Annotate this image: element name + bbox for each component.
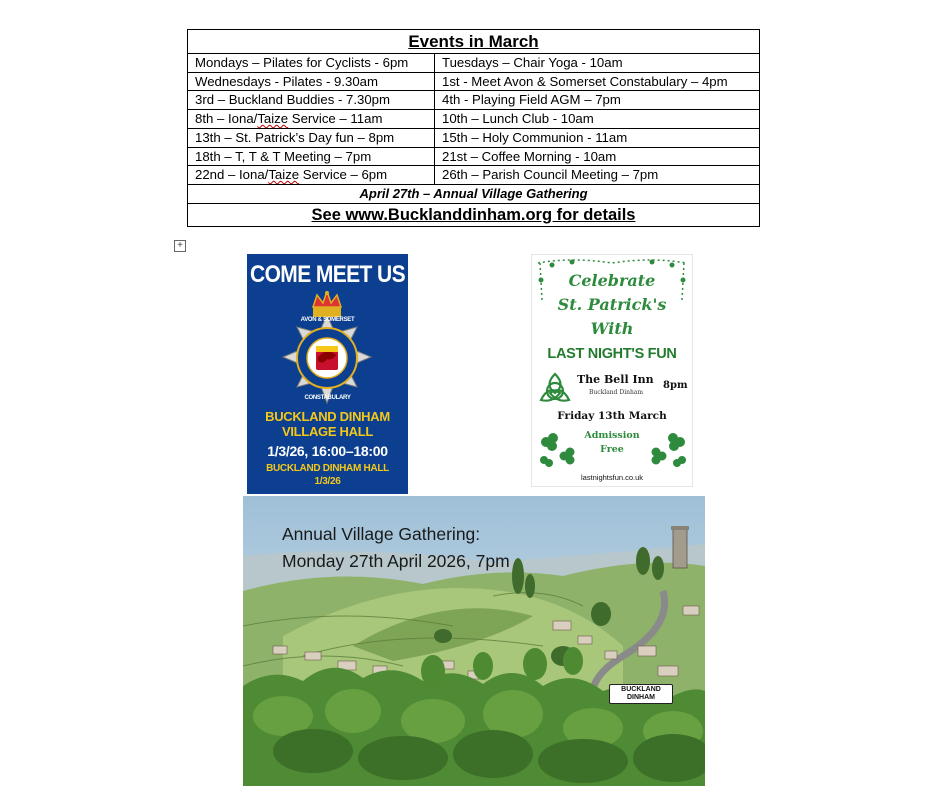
poster-hall: BUCKLAND DINHAM HALL bbox=[266, 463, 389, 474]
event-cell: Wednesdays - Pilates - 9.30am bbox=[188, 72, 435, 91]
venue-line1: BUCKLAND DINHAM bbox=[265, 409, 390, 424]
poster-hall-date: 1/3/26 bbox=[314, 476, 341, 487]
event-cell: 3rd – Buckland Buddies - 7.30pm bbox=[188, 91, 435, 110]
table-row bbox=[188, 91, 760, 110]
event-cell bbox=[188, 110, 435, 129]
brand-text: LAST NIGHT'S FUN bbox=[547, 346, 677, 362]
sign-line2: DINHAM bbox=[627, 694, 655, 701]
details-link[interactable]: See www.Bucklanddinham.org for details bbox=[188, 203, 760, 226]
stpatrick-text: St. Patrick's bbox=[557, 295, 667, 314]
venue-name: The Bell Inn bbox=[577, 373, 654, 386]
gathering-caption-line2: Monday 27th April 2026, 7pm bbox=[282, 551, 510, 571]
celtic-knot-icon bbox=[538, 371, 572, 405]
shamrock-left-icon bbox=[536, 432, 580, 468]
event-cell: 18th – T, T & T Meeting – 7pm bbox=[188, 147, 435, 166]
table-row bbox=[188, 128, 760, 147]
spellcheck-word: Taize bbox=[257, 111, 289, 127]
gathering-caption-line1: Annual Village Gathering: bbox=[282, 524, 481, 544]
event-date: Friday 13th March bbox=[557, 410, 667, 422]
event-cell: 10th – Lunch Club - 10am bbox=[435, 110, 760, 129]
table-row bbox=[188, 110, 760, 129]
event-cell-suffix: Service – 11am bbox=[288, 111, 383, 127]
event-cell-prefix: 8th – Iona/ bbox=[195, 111, 258, 127]
event-cell-prefix: 22nd – Iona/ bbox=[195, 167, 269, 183]
spellcheck-word: Taize bbox=[268, 167, 300, 183]
poster-heading: COME MEET US bbox=[250, 261, 405, 288]
badge-bottom-text: CONSTABULARY bbox=[304, 395, 351, 401]
venue-sub: Buckland Dinham bbox=[589, 389, 644, 396]
village-painting bbox=[243, 496, 705, 786]
admission-text: Admission bbox=[584, 430, 640, 441]
with-text: With bbox=[590, 319, 634, 338]
gathering-row: April 27th – Annual Village Gathering bbox=[188, 184, 760, 203]
venue-line2: VILLAGE HALL bbox=[281, 424, 373, 439]
table-move-handle-icon[interactable]: + bbox=[174, 240, 186, 252]
free-text: Free bbox=[600, 444, 624, 455]
stpatrick-poster bbox=[531, 254, 693, 487]
table-row bbox=[188, 72, 760, 91]
event-cell: Tuesdays – Chair Yoga - 10am bbox=[435, 54, 760, 73]
shamrock-right-icon bbox=[646, 432, 690, 468]
event-time: 8pm bbox=[663, 380, 688, 391]
badge-top-text: AVON & SOMERSET bbox=[300, 317, 355, 323]
constabulary-badge-icon bbox=[277, 291, 378, 408]
events-title: Events in March bbox=[188, 30, 760, 54]
poster-url: lastnightsfun.co.uk bbox=[580, 473, 644, 482]
table-row bbox=[188, 147, 760, 166]
event-cell: 13th – St. Patrick’s Day fun – 8pm bbox=[188, 128, 435, 147]
event-cell: Mondays – Pilates for Cyclists - 6pm bbox=[188, 54, 435, 73]
poster-datetime: 1/3/26, 16:00–18:00 bbox=[267, 443, 388, 459]
event-cell bbox=[188, 166, 435, 185]
event-cell: 15th – Holy Communion - 11am bbox=[435, 128, 760, 147]
village-sign bbox=[609, 684, 673, 704]
event-cell-suffix: Service – 6pm bbox=[299, 167, 388, 183]
police-poster bbox=[247, 254, 408, 494]
events-table bbox=[187, 29, 760, 227]
sign-line1: BUCKLAND bbox=[621, 686, 661, 693]
event-cell: 4th - Playing Field AGM – 7pm bbox=[435, 91, 760, 110]
table-row bbox=[188, 54, 760, 73]
table-row bbox=[188, 166, 760, 185]
celebrate-text: Celebrate bbox=[568, 271, 656, 290]
event-cell: 26th – Parish Council Meeting – 7pm bbox=[435, 166, 760, 185]
event-cell: 1st - Meet Avon & Somerset Constabulary – 4pm bbox=[435, 72, 760, 91]
event-cell: 21st – Coffee Morning - 10am bbox=[435, 147, 760, 166]
